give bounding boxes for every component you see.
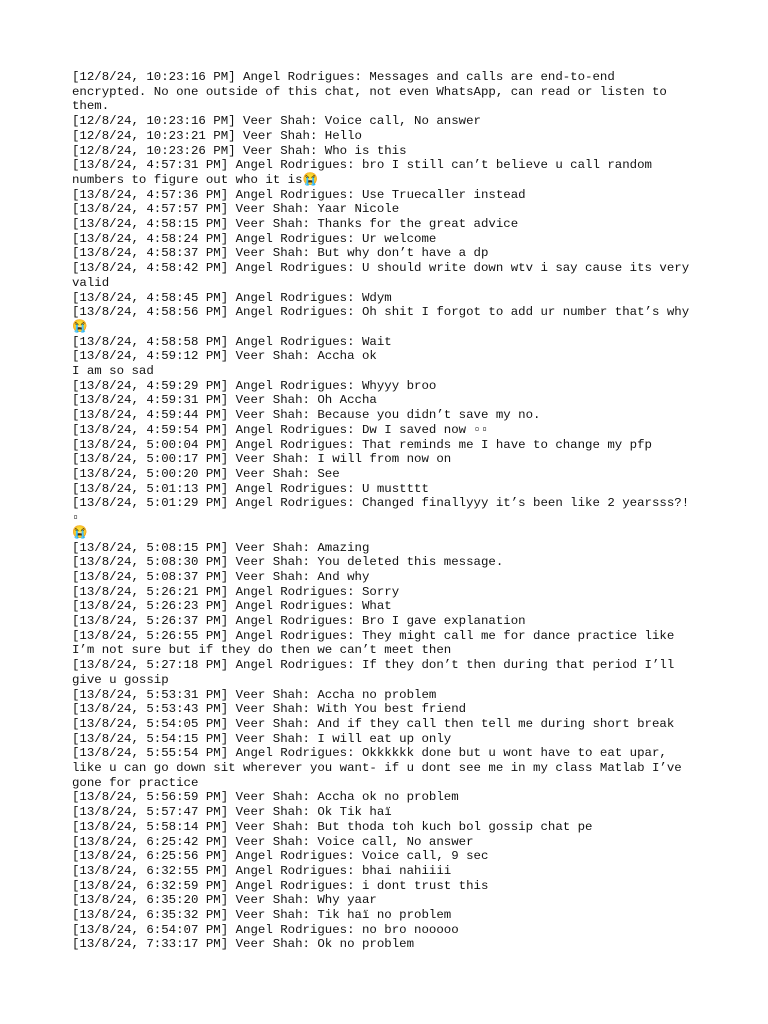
chat-message: [13/8/24, 4:59:12 PM] Veer Shah: Accha ok I am so sad (72, 349, 377, 379)
chat-transcript (72, 70, 697, 952)
chat-message: [13/8/24, 5:55:54 PM] Angel Rodrigues: Okkkkkk done but u wont have to eat upar, like u can go down sit wherever you want- if u dont see me in my class Matlab I’ve gone for practice (72, 746, 690, 790)
chat-message: [13/8/24, 5:53:43 PM] Veer Shah: With You best friend (72, 702, 467, 717)
chat-message: [13/8/24, 5:01:29 PM] Angel Rodrigues: Changed finallyyy it’s been like 2 yearsss?!▫ 😭 (72, 496, 690, 540)
chat-message: [12/8/24, 10:23:26 PM] Veer Shah: Who is this (72, 143, 407, 158)
chat-message: [13/8/24, 5:26:55 PM] Angel Rodrigues: They might call me for dance practice like I’m not sure but if they do then we can’t meet then (72, 628, 682, 658)
chat-message: [12/8/24, 10:23:21 PM] Veer Shah: Hello (72, 128, 362, 143)
chat-message: [13/8/24, 5:08:15 PM] Veer Shah: Amazing (72, 540, 370, 555)
chat-message: [13/8/24, 4:58:58 PM] Angel Rodrigues: Wait (72, 334, 392, 349)
chat-message: [13/8/24, 4:59:44 PM] Veer Shah: Because you didn’t save my no. (72, 408, 541, 423)
chat-message: [13/8/24, 5:00:20 PM] Veer Shah: See (72, 466, 340, 481)
chat-message: [12/8/24, 10:23:16 PM] Veer Shah: Voice call, No answer (72, 114, 481, 129)
chat-message: [13/8/24, 5:53:31 PM] Veer Shah: Accha no problem (72, 687, 437, 702)
chat-message: [13/8/24, 5:08:37 PM] Veer Shah: And why (72, 569, 370, 584)
chat-message: [13/8/24, 5:26:23 PM] Angel Rodrigues: What (72, 599, 392, 614)
chat-message: [13/8/24, 4:58:24 PM] Angel Rodrigues: Ur welcome (72, 231, 437, 246)
chat-message: [13/8/24, 6:25:42 PM] Veer Shah: Voice call, No answer (72, 834, 474, 849)
chat-message: [13/8/24, 4:57:57 PM] Veer Shah: Yaar Nicole (72, 202, 400, 217)
chat-message: [13/8/24, 4:58:45 PM] Angel Rodrigues: Wdym (72, 290, 392, 305)
chat-message: [13/8/24, 7:33:17 PM] Veer Shah: Ok no problem (72, 937, 415, 952)
chat-message: [13/8/24, 4:59:54 PM] Angel Rodrigues: Dw I saved now ▫▫ (72, 422, 489, 437)
chat-message: [13/8/24, 6:54:07 PM] Angel Rodrigues: no bro nooooo (72, 922, 459, 937)
chat-message: [13/8/24, 4:57:31 PM] Angel Rodrigues: bro I still can’t believe u call random numbers to figure out who it is😭 (72, 158, 660, 187)
chat-message: [13/8/24, 4:57:36 PM] Angel Rodrigues: Use Truecaller instead (72, 187, 526, 202)
chat-message: [13/8/24, 4:58:37 PM] Veer Shah: But why don’t have a dp (72, 246, 489, 261)
chat-message: [13/8/24, 5:58:14 PM] Veer Shah: But thoda toh kuch bol gossip chat pe (72, 819, 593, 834)
chat-message: [13/8/24, 5:26:21 PM] Angel Rodrigues: Sorry (72, 584, 400, 599)
chat-message: [13/8/24, 6:32:55 PM] Angel Rodrigues: bhai nahiiii (72, 863, 452, 878)
chat-message: [13/8/24, 6:35:20 PM] Veer Shah: Why yaar (72, 893, 377, 908)
chat-message: [13/8/24, 5:08:30 PM] Veer Shah: You deleted this message. (72, 555, 504, 570)
chat-message: [13/8/24, 4:59:31 PM] Veer Shah: Oh Accha (72, 393, 377, 408)
chat-message: [13/8/24, 5:54:05 PM] Veer Shah: And if they call then tell me during short break (72, 716, 675, 731)
chat-message: [12/8/24, 10:23:16 PM] Angel Rodrigues: Messages and calls are end-to-end encrypted. No one outside of this chat, not even WhatsApp, can read or listen to them. (72, 70, 675, 114)
chat-message: [13/8/24, 6:35:32 PM] Veer Shah: Tik haï no problem (72, 908, 452, 923)
chat-message: [13/8/24, 5:00:04 PM] Angel Rodrigues: That reminds me I have to change my pfp (72, 437, 652, 452)
chat-message: [13/8/24, 6:25:56 PM] Angel Rodrigues: Voice call, 9 sec (72, 849, 489, 864)
chat-message: [13/8/24, 5:54:15 PM] Veer Shah: I will eat up only (72, 731, 452, 746)
chat-message: [13/8/24, 6:32:59 PM] Angel Rodrigues: i dont trust this (72, 878, 489, 893)
chat-message: [13/8/24, 5:00:17 PM] Veer Shah: I will from now on (72, 452, 452, 467)
chat-message: [13/8/24, 4:58:56 PM] Angel Rodrigues: Oh shit I forgot to add ur number that’s why😭 (72, 305, 690, 334)
chat-message: [13/8/24, 5:56:59 PM] Veer Shah: Accha ok no problem (72, 790, 459, 805)
chat-message: [13/8/24, 4:58:15 PM] Veer Shah: Thanks for the great advice (72, 217, 519, 232)
chat-message: [13/8/24, 4:58:42 PM] Angel Rodrigues: U should write down wtv i say cause its very valid (72, 261, 697, 290)
chat-message: [13/8/24, 5:26:37 PM] Angel Rodrigues: Bro I gave explanation (72, 614, 526, 629)
chat-message: [13/8/24, 5:57:47 PM] Veer Shah: Ok Tik haï (72, 805, 392, 820)
chat-message: [13/8/24, 5:27:18 PM] Angel Rodrigues: If they don’t then during that period I’ll give u gossip (72, 658, 682, 687)
chat-message: [13/8/24, 5:01:13 PM] Angel Rodrigues: U mustttt (72, 481, 429, 496)
chat-message: [13/8/24, 4:59:29 PM] Angel Rodrigues: Whyyy broo (72, 378, 437, 393)
